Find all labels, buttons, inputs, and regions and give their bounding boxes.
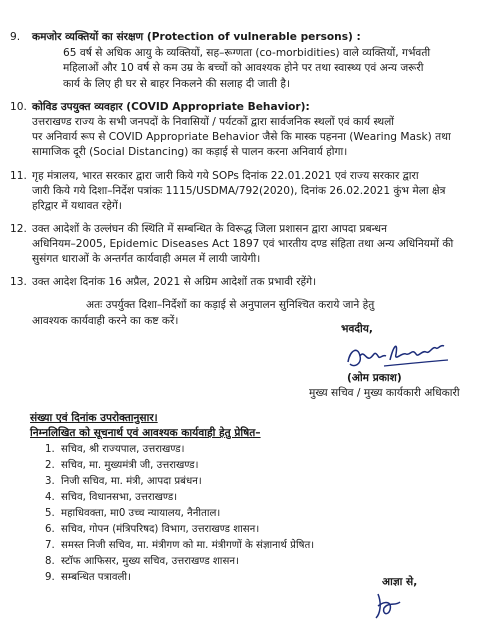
signatory-name: (ओम प्रकाश) [347,372,402,384]
item-heading: कमजोर व्यक्तियों का संरक्षण (Protection of vulnerable persons) : [32,31,361,43]
item-number: 9. [10,31,21,43]
distribution-item-text: सम्बन्धित पत्रावली। [61,572,131,583]
distribution-item-text: सचिव, गोपन (मंत्रिपरिषद) विभाग, उत्तराखण्ड शासन। [61,524,260,535]
item-text-line: गृह मंत्रालय, भारत सरकार द्वारा जारी किये गये SOPs दिनांक 22.01.2021 एवं राज्य सरकार द्वारा [32,170,419,182]
item-text-line: 65 वर्ष से अधिक आयु के व्यक्तियों, सह–रूग्णता (co-morbidities) वाले व्यक्तियों, गर्भवती [63,47,431,59]
item-text-line: महिलाओं और 10 वर्ष से कम उम्र के बच्चों को आवश्यक होने पर तथा स्वास्थ्य एवं अन्य जरूरी [63,62,424,74]
distribution-item-number: 6. [45,524,55,535]
closing-line: अतः उपर्युक्त दिशा–निर्देशों का कड़ाई से अनुपालन सुनिश्चित कराये जाने हेतु [86,299,375,311]
item-text-line: हरिद्वार में यथावत रहेगें। [32,200,122,212]
item-number: 12. [10,223,27,235]
distribution-item-text: सचिव, मा. मुख्यमंत्री जी, उत्तराखण्ड। [61,460,199,471]
distribution-item [45,508,445,521]
reference-line: संख्या एवं दिनांक उपरोक्तानुसार। [30,412,158,424]
item-number: 13. [10,276,27,288]
distribution-item [45,524,445,537]
item-text-line: कार्य के लिए ही घर से बाहर निकलने की सलाह दी जाती है। [63,78,291,90]
distribution-item-text: स्टॉफ आफिसर, मुख्य सचिव, उत्तराखण्ड शासन। [61,556,239,567]
distribution-item-text: सचिव, विधानसभा, उत्तराखण्ड। [61,492,178,503]
distribution-item [45,476,445,489]
distribution-item-number: 8. [45,556,55,567]
distribution-item [45,460,445,473]
distribution-item-number: 1. [45,444,55,455]
item-number: 11. [10,170,27,182]
distribution-item-number: 7. [45,540,55,551]
item-text-line: सामाजिक दूरी (Social Distancing) का कड़ाई से पालन करना अनिवार्य होगा। [32,146,348,158]
distribution-item [45,540,445,553]
distribution-item-number: 4. [45,492,55,503]
item-text-line: अधिनियम–2005, Epidemic Diseases Act 1897 एवं भारतीय दण्ड संहिता तथा अन्य अधिनियमों की [32,238,454,250]
item-text-line: पर अनिवार्य रूप से COVID Appropriate Behavior जैसे कि मास्क पहनना (Wearing Mask) तथा [32,131,451,143]
item-text-line: जारी किये गये दिशा–निर्देश पत्रांकः 1115/USDMA/792(2020), दिनांक 26.02.2021 कुंभ मेला क्षेत्र [32,185,446,197]
distribution-item-text: महाधिवक्ता, मा0 उच्च न्यायालय, नैनीताल। [61,508,221,519]
distribution-item-number: 3. [45,476,55,487]
salutation: भवदीय, [341,323,373,335]
distribution-heading: निम्नलिखित को सूचनार्थ एवं आवश्यक कार्यवाही हेतु प्रेषित– [30,427,261,439]
distribution-item [45,492,445,505]
distribution-item-number: 2. [45,460,55,471]
distribution-item-text: निजी सचिव, मा. मंत्री, आपदा प्रबंधन। [61,476,202,487]
signatory-designation: मुख्य सचिव / मुख्य कार्यकारी अधिकारी [309,387,460,399]
item-heading: कोविड उपयुक्त व्यवहार (COVID Appropriate Behavior): [32,101,310,113]
closing-line: आवश्यक कार्यवाही करने का कष्ट करें। [32,315,179,327]
item-text-line: सुसंगत धाराओं के अन्तर्गत कार्यवाही अमल में लायी जायेगी। [32,253,261,265]
item-text-line: उत्तराखण्ड राज्य के सभी जनपदों के निवासियों / पर्यटकों द्वारा सार्वजनिक स्थलों एवं कार्य स्थलों [32,116,395,128]
distribution-item-number: 5. [45,508,55,519]
item-number: 10. [10,101,27,113]
distribution-item [45,556,445,569]
distribution-item [45,444,445,457]
distribution-item-text: समस्त निजी सचिव, मा. मंत्रीगण को मा. मंत्रीगणों के संज्ञानार्थ प्रेषित। [61,540,315,551]
item-text-line: उक्त आदेशों के उल्लंघन की स्थिति में सम्बन्धित के विरूद्ध जिला प्रशासन द्वारा आपदा प्रबन्धन [32,223,387,235]
order-closing: आज्ञा से, [382,576,418,588]
item-text-line: उक्त आदेश दिनांक 16 अप्रैल, 2021 से अग्रिम आदेशों तक प्रभावी रहेंगे। [32,276,317,288]
distribution-item-text: सचिव, श्री राज्यपाल, उत्तराखण्ड। [61,444,185,455]
distribution-item-number: 9. [45,572,55,583]
